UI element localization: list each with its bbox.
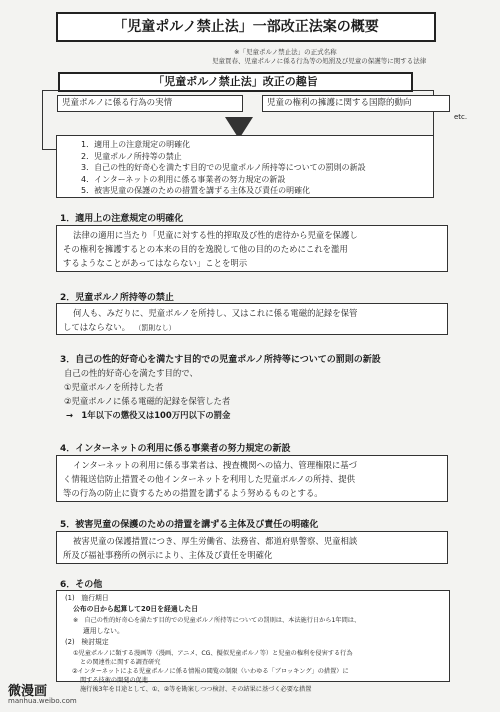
- section3-line: 自己の性的好奇心を満たす目的で、: [64, 368, 198, 378]
- section2-heading: 2．児童ポルノ所持等の禁止: [60, 293, 174, 303]
- subnote-1: ※「児童ポルノ禁止法」の正式名称: [234, 48, 337, 56]
- section3-heading: 3．自己の性的好奇心を満たす目的での児童ポルノ所持等についての罰則の新設: [60, 355, 381, 365]
- section4-line: く情報送信防止措置その他インターネットを利用した児童ポルノの所持、提供: [63, 474, 356, 484]
- section3-line: ②児童ポルノに係る電磁的記録を保管した者: [64, 396, 231, 406]
- section6-line: ※ 自己の性的好奇心を満たす目的での児童ポルノ所持等についての罰則は、本法施行日から1年間は、: [73, 617, 361, 624]
- section3-line: ①児童ポルノを所持した者: [64, 382, 164, 392]
- section1-line: 法律の適用に当たり「児童に対する性的搾取及び性的虐待から児童を保護し: [73, 230, 358, 240]
- background-box-2: 児童の権利の擁護に関する国際的動向: [262, 95, 450, 112]
- section6-line: 関する技術の開発の促進: [80, 677, 149, 684]
- subnote-2: 児童買春、児童ポルノに係る行為等の処罰及び児童の保護等に関する法律: [212, 57, 427, 65]
- purpose-title: 「児童ポルノ禁止法」改正の趣旨: [58, 72, 413, 92]
- etc-label: etc.: [454, 113, 468, 121]
- section2-note: （罰則なし）: [138, 324, 176, 332]
- section2-line: してはならない。: [63, 322, 130, 332]
- section2-box: [56, 303, 448, 335]
- section6-line: 施行後3年を目途として、①、②等を勘案しつつ検討、その結果に基づく必要な措置: [80, 686, 312, 693]
- section4-line: インターネットの利用に係る事業者は、捜査機関への協力、管理権限に基づ: [73, 460, 357, 470]
- background-box-1: 児童ポルノに係る行為の実情: [57, 95, 243, 112]
- summary-item: 5．被害児童の保護のための措置を講ずる主体及び責任の明確化: [81, 186, 311, 195]
- page-title: 「児童ポルノ禁止法」一部改正法案の概要: [56, 12, 436, 42]
- section1-box: [56, 225, 448, 272]
- section6-line: 公布の日から起算して20日を経過した日: [73, 605, 199, 613]
- section4-line: 等の行為の防止に資するための措置を講ずるよう努めるものとする。: [63, 488, 323, 498]
- section5-line: 被害児童の保護措置につき、厚生労働省、法務省、都道府県警察、児童相談: [73, 536, 358, 546]
- section6-line: (2) 検討規定: [65, 638, 109, 646]
- summary-item: 4．インターネットの利用に係る事業者の努力規定の新設: [81, 174, 286, 184]
- summary-list: [56, 135, 434, 198]
- section2-line: 何人も、みだりに、児童ポルノを所持し、又はこれに係る電磁的記録を保管: [73, 308, 358, 318]
- section4-box: [56, 455, 448, 502]
- section6-line: との関連性に関する調査研究: [80, 659, 161, 666]
- summary-item: 3．自己の性的好奇心を満たす目的での児童ポルノ所持等についての罰則の新設: [81, 163, 366, 172]
- watermark-url: manhua.weibo.com: [8, 697, 77, 705]
- section3-penalty: → 1年以下の懲役又は100万円以下の罰金: [66, 410, 231, 420]
- section5-heading: 5．被害児童の保護のための措置を講ずる主体及び責任の明確化: [60, 520, 319, 530]
- section5-box: [56, 531, 448, 564]
- section6-line: ②インターネットによる児童ポルノに係る情報の閲覧の制限（いわゆる「ブロッキング」の措置）に: [72, 668, 349, 675]
- section5-line: 所及び福祉事務所の例示により、主体及び責任を明確化: [63, 550, 273, 560]
- section1-line: その権利を擁護するとの本来の目的を逸脱して他の目的のためにこれを濫用: [63, 244, 348, 254]
- summary-item: 1．適用上の注意規定の明確化: [81, 140, 191, 149]
- section4-heading: 4．インターネットの利用に係る事業者の努力規定の新設: [60, 444, 291, 454]
- section6-line: 適用しない。: [83, 627, 124, 635]
- section6-continued: [72, 658, 452, 694]
- section1-heading: 1．適用上の注意規定の明確化: [60, 214, 184, 224]
- summary-item: 2．児童ポルノ所持等の禁止: [81, 151, 182, 161]
- section6-line: ①児童ポルノに類する漫画等（漫画、アニメ、CG、擬似児童ポルノ等）と児童の権利を侵害する行為: [73, 650, 353, 657]
- section1-line: するようなことがあってはならない」ことを明示: [63, 258, 248, 268]
- section6-line: (1) 施行期日: [65, 594, 109, 602]
- section6-heading: 6．その他: [60, 580, 103, 590]
- watermark-logo: 微漫画: [8, 684, 48, 699]
